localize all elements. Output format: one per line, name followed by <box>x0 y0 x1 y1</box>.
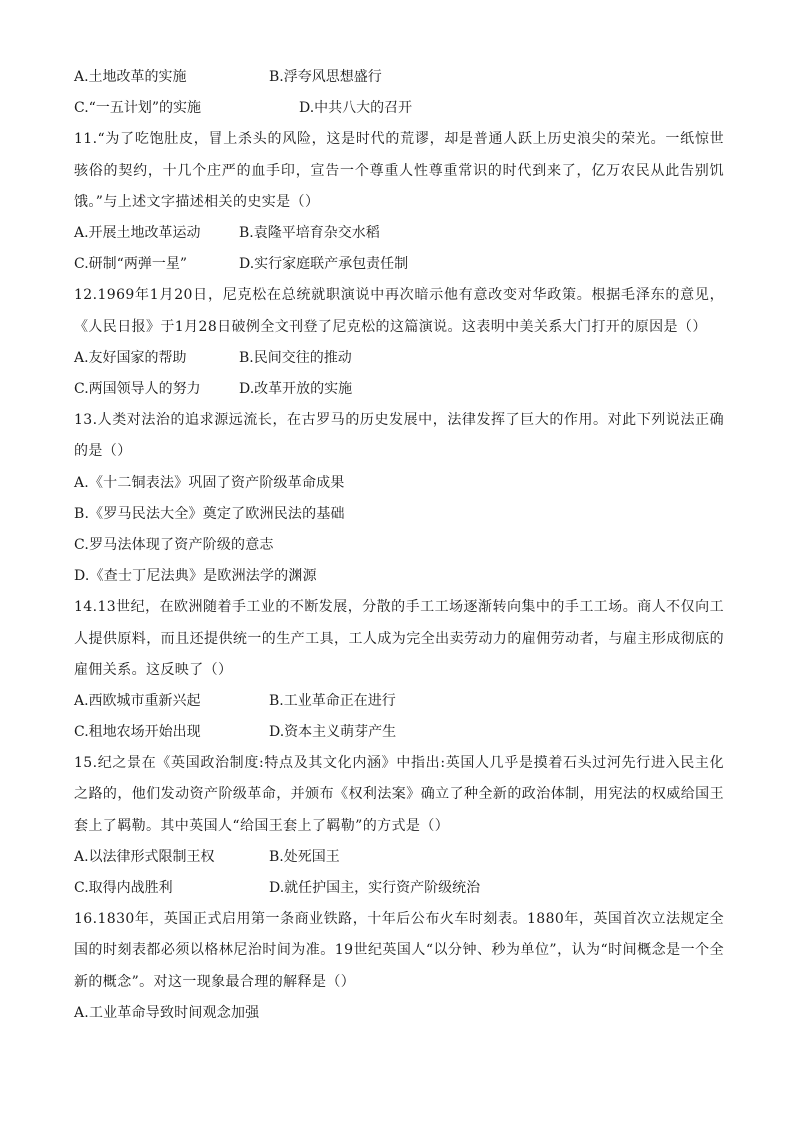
q11-options-row-1 <box>74 218 724 249</box>
q11-option-b[interactable]: B.袁隆平培育杂交水稻 <box>239 224 380 241</box>
q12-option-c[interactable]: C.两国领导人的努力 <box>74 380 201 397</box>
q11-stem: 11.“为了吃饱肚皮，冒上杀头的风险，这是时代的荒谬，却是普通人跃上历史浪尖的荣光。一纸惊世骇俗的契约，十几个庄严的血手印，宣告一个尊重人性尊重常识的时代到来了，亿万农民从此告别饥饿。”与上述文字描述相关的史实是（） <box>74 131 724 210</box>
q13-option-c[interactable]: C.罗马法体现了资产阶级的意志 <box>74 536 274 553</box>
q14-options-row-2 <box>74 717 724 748</box>
q12-options-row-1 <box>74 343 724 374</box>
q14-option-d[interactable]: D.资本主义萌芽产生 <box>269 724 397 741</box>
q15-option-a[interactable]: A.以法律形式限制王权 <box>74 848 215 865</box>
q10-option-c[interactable]: C.“一五计划”的实施 <box>74 100 201 117</box>
q10-option-a[interactable]: A.土地改革的实施 <box>74 69 187 85</box>
q12-option-d[interactable]: D.改革开放的实施 <box>239 380 353 397</box>
q15-option-c[interactable]: C.取得内战胜利 <box>74 880 173 897</box>
q10-option-b[interactable]: B.浮夸风思想盛行 <box>269 69 382 85</box>
q14-option-b[interactable]: B.工业革命正在进行 <box>269 692 396 709</box>
q15-stem: 15.纪之景在《英国政治制度:特点及其文化内涵》中指出:英国人几乎是摸着石头过河先行进入民主化之路的，他们发动资产阶级革命，并颁布《权利法案》确立了种全新的政治体制，用宪法的权威给国王套上了羁勒。其中英国人“给国王套上了羁勒”的方式是（） <box>74 755 724 834</box>
q10-option-d[interactable]: D.中共八大的召开 <box>299 100 413 117</box>
q13-option-a[interactable]: A.《十二铜表法》巩固了资产阶级革命成果 <box>74 474 345 491</box>
q10-options-row-2 <box>74 93 724 124</box>
q12-stem: 12.1969年1月20日，尼克松在总统就职演说中再次暗示他有意改变对华政策。根据毛泽东的意见，《人民日报》于1月28日破例全文刊登了尼克松的这篇演说。这表明中美关系大门打开的原因是（） <box>74 287 724 335</box>
q13-option-d[interactable]: D.《查士丁尼法典》是欧洲法学的渊源 <box>74 568 317 585</box>
q11-option-a[interactable]: A.开展土地改革运动 <box>74 224 201 241</box>
q16-stem: 16.1830年，英国正式启用第一条商业铁路，十年后公布火车时刻表。1880年，英国首次立法规定全国的时刻表都必须以格林尼治时间为准。19世纪英国人“以分钟、秒为单位”，认为“时间概念是一个全新的概念”。对这一现象最合理的解释是（） <box>74 911 724 990</box>
q13-option-b[interactable]: B.《罗马民法大全》奠定了欧洲民法的基础 <box>74 505 345 522</box>
q12-options-row-2 <box>74 374 724 405</box>
q15-options-row-2 <box>74 873 724 904</box>
q14-options-row-1 <box>74 686 724 717</box>
exam-page <box>74 62 724 1029</box>
q11-options-row-2 <box>74 249 724 280</box>
q11-option-c[interactable]: C.研制“两弹一星” <box>74 256 187 273</box>
q14-option-c[interactable]: C.租地农场开始出现 <box>74 724 201 741</box>
q15-options-row-1 <box>74 842 724 873</box>
q11-option-d[interactable]: D.实行家庭联产承包责任制 <box>239 256 409 273</box>
q14-option-a[interactable]: A.西欧城市重新兴起 <box>74 692 201 709</box>
q12-option-b[interactable]: B.民间交往的推动 <box>239 349 352 366</box>
q15-option-d[interactable]: D.就任护国主，实行资产阶级统治 <box>269 880 481 897</box>
q12-option-a[interactable]: A.友好国家的帮助 <box>74 349 187 366</box>
q10-options-row-1 <box>74 62 724 93</box>
q13-stem: 13.人类对法治的追求源远流长，在古罗马的历史发展中，法律发挥了巨大的作用。对此下列说法正确的是（） <box>74 412 724 460</box>
q14-stem: 14.13世纪，在欧洲随着手工业的不断发展，分散的手工工场逐渐转向集中的手工工场。商人不仅向工人提供原料，而且还提供统一的生产工具，工人成为完全出卖劳动力的雇佣劳动者，与雇主形成彻底的雇佣关系。这反映了（） <box>74 599 724 678</box>
q15-option-b[interactable]: B.处死国王 <box>269 848 340 865</box>
q16-option-a[interactable]: A.工业革命导致时间观念加强 <box>74 1004 260 1021</box>
